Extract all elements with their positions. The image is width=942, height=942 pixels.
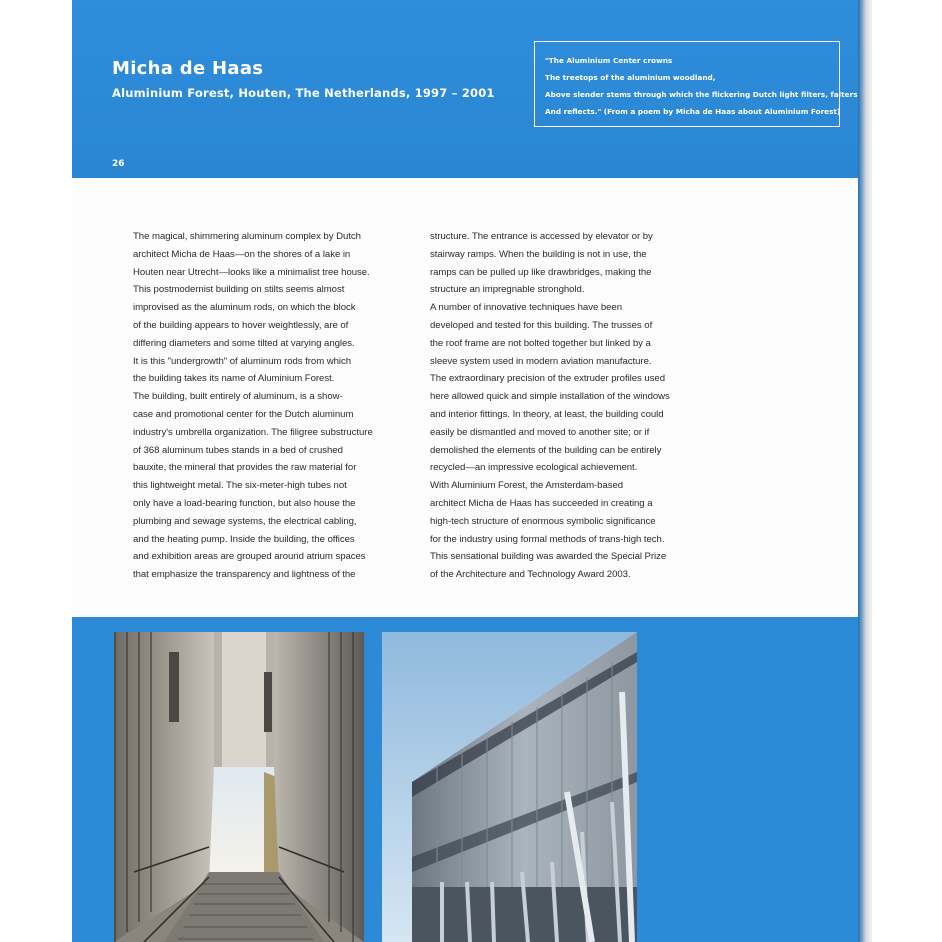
right-column	[430, 228, 705, 584]
page-subtitle: Aluminium Forest, Houten, The Netherlands, 1997 – 2001	[112, 86, 495, 100]
left-column	[133, 228, 408, 584]
paragraph: structure. The entrance is accessed by elevator or by stairway ramps. When the building is not in use, the ramps can be pulled up like drawbridges, making the structure an impregnable stronghold.	[430, 231, 653, 296]
page-edge	[858, 0, 872, 942]
page-title: Micha de Haas	[112, 58, 264, 79]
paragraph: The building, built entirely of aluminum, is a show- case and promotional center for the Dutch aluminum industry's umbrella organization. The filigree substructure of 368 aluminum tubes stands in a bed of crushed bauxite, the mineral that provides the raw material for this lightweight metal. The six-meter-high tubes not only have a load-bearing function, but also house the plumbing and sewage systems, the electrical cabling, and the heating pump. Inside the building, the offices and exhibition areas are grouped around atrium spaces that emphasize the transparency and lightness of the	[133, 391, 373, 581]
page-number: 26	[112, 159, 125, 169]
stairway-illustration	[114, 632, 364, 942]
quote-line: The treetops of the aluminium woodland,	[545, 73, 716, 82]
paragraph: The magical, shimmering aluminum complex by Dutch architect Micha de Haas—on the shores of a lake in Houten near Utrecht—looks like a minimalist tree house. This postmodernist building on stilts seems almost improvised as the aluminum rods, on which the block of the building appears to hover weightlessly, are of differing diameters and some tilted at varying angles. It is this "undergrowth" of aluminum rods from which the building takes its name of Aluminium Forest.	[133, 231, 370, 385]
photo-stairway	[114, 632, 364, 942]
text-area	[72, 178, 858, 617]
paragraph: With Aluminium Forest, the Amsterdam-based architect Micha de Haas has succeeded in creating a high-tech structure of enormous symbolic significance for the industry using formal methods of trans-high tech. This sensational building was awarded the Special Prize of the Architecture and Technology Award 2003.	[430, 480, 667, 581]
facade-illustration	[382, 632, 637, 942]
quote-box	[534, 41, 858, 127]
quote-line: "The Aluminium Center crowns	[545, 56, 673, 65]
quote-line: And reflects." (From a poem by Micha de Haas about Aluminium Forest)	[545, 107, 841, 116]
paragraph: A number of innovative techniques have been developed and tested for this building. The trusses of the roof frame are not bolted together but linked by a sleeve system used in modern aviation manufacture. The extraordinary precision of the extruder profiles used here allowed quick and simple installation of the windows and interior fittings. In theory, at least, the building could easily be dismantled and moved to another site; or if demolished the elements of the building can be entirely recycled—an impressive ecological achievement.	[430, 302, 670, 474]
photo-facade	[382, 632, 637, 942]
quote-line: Above slender stems through which the flickering Dutch light filters, falters	[545, 90, 858, 99]
book-page	[72, 0, 870, 942]
header-banner	[72, 0, 870, 178]
